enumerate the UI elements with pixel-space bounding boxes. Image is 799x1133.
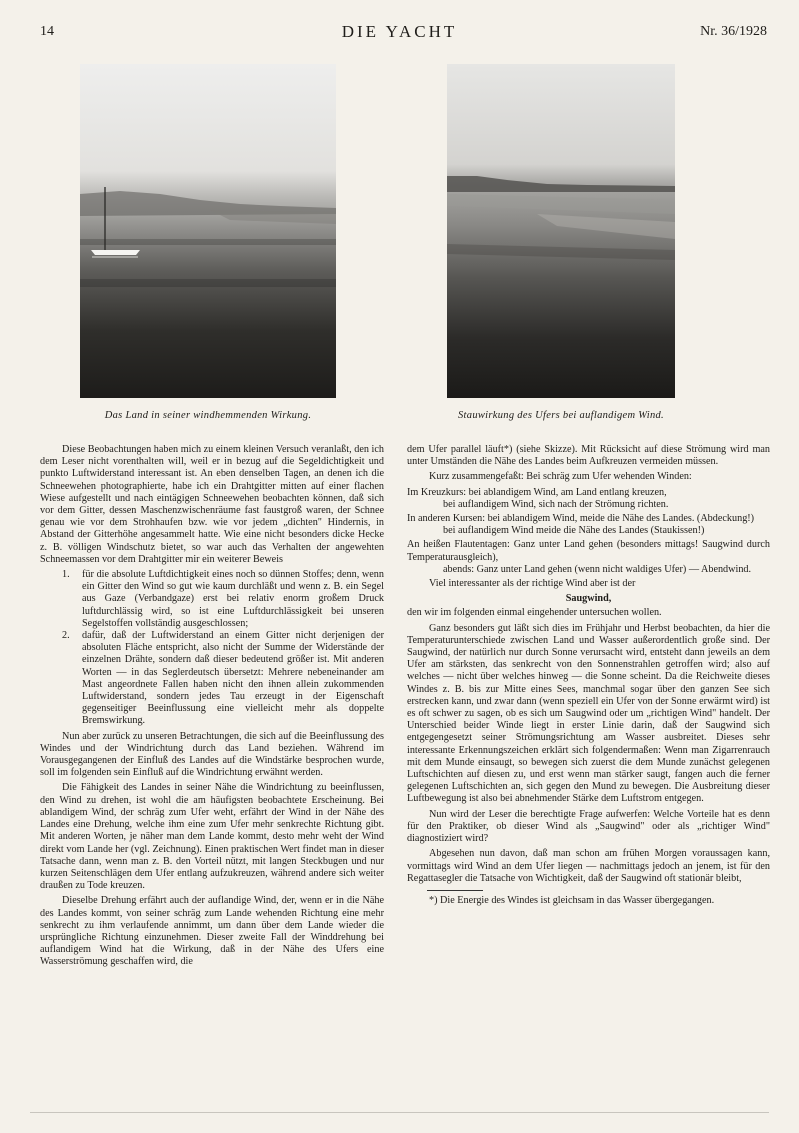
- issue-number: Nr. 36/1928: [700, 24, 767, 39]
- page-bottom-edge: [30, 1112, 769, 1113]
- photo-caption-left: Das Land in seiner windhemmenden Wirkung.: [104, 410, 312, 421]
- paragraph: Abgesehen nun davon, daß man schon am frühen Morgen voraussagen kann, vormittags wird Wind an dem Ufer liegen — nachmittags jedoch an jenem, ist für den Regattasegler die Tatsache von Wichtigkeit, daß der Saugwind oft stationär bleibt,: [407, 848, 770, 884]
- paragraph: Die Fähigkeit des Landes in seiner Nähe die Windrichtung zu beeinflussen, den Wind zu drehen, ist wohl die am häufigsten beobachtete Erscheinung. Bei ablandigem Wind, der schräg zum Ufer weht, erfährt der Wind in der Nähe des Landes eine Drehung, welche ihm eine zum Ufer mehr senkrechte Richtung gibt. Mit anderen Worten, je näher man dem Lande kommt, desto mehr weht der Wind direkt vom Lande her (vgl. Zeichnung). Einen praktischen Wert findet man in dieser Tatsache dann, wenn man z. B. den Vorteil nützt, mit langen Steckbugen und nur kurzen Seitenschlägen dem Ufer entlang aufzukreuzen, während andere sich weiter draußen zu Tode kreuzen.: [40, 782, 384, 892]
- list-text: dafür, daß der Luftwiderstand an einem Gitter nicht derjenigen der absoluten Fläche entspricht, also nicht der Summe der Widerstände der einzelnen Drähte, sondern daß dieser bedeutend größer ist. Mit anderen Worten — in das Seglerdeutsch übersetzt: Mehrere nebeneinander am Mast angeordnete Fallen haben nicht den ihnen allein zukommenden Luftwiderstand, sondern jedes Tau erzeugt in der Eigenschaft gegenseitiger Beeinflussung eine vielleicht mehr als doppelte Bremswirkung.: [82, 630, 384, 727]
- page-number: 14: [40, 24, 54, 39]
- photo-shoreline-waves: [447, 64, 675, 398]
- footnote-divider: [427, 890, 483, 891]
- list-number: 2.: [62, 630, 70, 642]
- paragraph: Nun wird der Leser die berechtigte Frage aufwerfen: Welche Vorteile hat es denn für den Praktiker, ob dieser Wind als „Saugwind" oder als „richtiger Wind" diagnostiziert wird?: [407, 808, 770, 845]
- paragraph: Diese Beobachtungen haben mich zu einem kleinen Versuch veranlaßt, den ich dem Leser nicht vorenthalten will, weil er in bezug auf die Segeldichtigkeit und punkto Luftwiderstand interessant ist. An eben denselben Tagen, an denen ich die Schneewehen photographierte, habe ich ein Drahtgitter mitten auf einer flachen Wiese aufgestellt und nach eintägigen Schneewehen beobachten können, daß sich vor dem Gitter, dessen Maschenzwischenräume fast faustgroß waren, der Schnee genau wie vor dem Strohhaufen bzw. wie vor jedem „dichten" Hindernis, in Abstand der Gitterhöhe angesammelt hatte. Wie eine nicht besonders dicke Hecke z. B. völligen Windschutz bietet, so war auch das Verhalten der angewehten Schneemassen vor dem Drahtgitter mir ein weiterer Beweis: [40, 444, 384, 565]
- paragraph: Nun aber zurück zu unseren Betrachtungen, die sich auf die Beeinflussung des Windes und der Windrichtung durch das Land beziehen. Während im Vorausgegangenen der Einfluß des Landes auf die Windstärke besprochen wurde, soll im folgenden sein Einfluß auf die Windrichtung erwähnt werden.: [40, 730, 384, 779]
- paragraph: den wir im folgenden einmal eingehender untersuchen wollen.: [407, 607, 662, 619]
- section-heading: Saugwind,: [565, 593, 612, 605]
- list-text: für die absolute Luftdichtigkeit eines noch so dünnen Stoffes; denn, wenn ein Gitter den Wind so gut wie kaum durchläßt und wenn z. B. ein Segel aus Gaze (Verbandgaze) erst bei relativ enorm großem Druck luftdurchlässig wird, so ist eine Luftdurchlässigkeit bei unseren Segelstoffen vollständig ausgeschlossen;: [82, 569, 384, 629]
- rule-line: bei auflandigem Wind meide die Nähe des Landes (Staukissen!): [443, 525, 705, 537]
- summary-rule: [407, 539, 770, 576]
- left-text-column: [40, 444, 384, 972]
- right-text-column: [407, 444, 770, 910]
- list-number: 1.: [62, 569, 70, 581]
- rule-line: An heißen Flautentagen: Ganz unter Land gehen (besonders mittags! Saugwind durch Temperaturausgleich),: [407, 539, 770, 563]
- page-header: [0, 22, 799, 42]
- summary-rule: [407, 513, 770, 537]
- paragraph: Ganz besonders gut läßt sich dies im Frühjahr und Herbst beobachten, da hier die Temperaturunterschiede zwischen Land und Wasser außerordentlich große sind. Der Saugwind, der natürlich nur durch Sonne verursacht wird, entsteht dann jeweils an dem Ufer am stärksten, das senkrecht von den Sonnenstrahlen getroffen wird; also auf welches — nicht über welches hinweg — die Sonne scheint. Da die Reichweite dieses Windes z. B. bis zur Mitte eines Sees, manchmal sogar über den ganzen See sich erstrecken kann, und zwar dann (wenn speziell ein Ufer von der Sonne erwärmt wird) ist es oft schwer zu sagen, ob es sich um Saugwind oder um „richtigen Wind" handelt. Der Unterschied beider Winde liegt in erster Linie darin, daß der Saugwind sich entgegengesetzt seiner Strömungsrichtung am Wasser ausbreitet. Dieses sehr interessante Erkennungszeichen erklärt sich folgendermaßen: Wenn man Zigarrenrauch mit dem Munde einsaugt, so bewegen sich zuerst die dem Munde zunächst gelegenen Luftschichten auf diesen zu, und erst wenn man stärker saugt, fangen auch die ferner gelegenen Luftschichten an, sich gegen den Mund zu bewegen. Die Ausbreitung dieser Luftbewegung ist also bei abnehmender Stärke dem Luftstrom entgegen.: [407, 622, 770, 805]
- list-item: [40, 630, 384, 728]
- paragraph: Viel interessanter als der richtige Wind aber ist der: [429, 578, 636, 590]
- summary-rule: [407, 487, 770, 511]
- footnote: *) Die Energie des Windes ist gleichsam in das Wasser übergegangen.: [429, 894, 715, 906]
- rule-line: bei auflandigem Wind, sich nach der Strömung richten.: [443, 498, 669, 510]
- photo-caption-right: Stauwirkung des Ufers bei auflandigem Wind.: [458, 410, 664, 421]
- rule-line: abends: Ganz unter Land gehen (wenn nicht waldiges Ufer) — Abendwind.: [443, 563, 752, 575]
- list-item: [40, 569, 384, 630]
- photo-sailboat-lake: [80, 64, 336, 398]
- numbered-list: [40, 569, 384, 728]
- paragraph: Dieselbe Drehung erfährt auch der auflandige Wind, der, wenn er in die Nähe des Landes kommt, von seiner schräg zum Lande wehenden Richtung eine mehr senkrecht zu ihm verlaufende annimmt, um dann über dem Lande wieder die ursprüngliche Richtung einzunehmen. Dieser zweite Fall der Winddrehung bei auflandigem Wind hat die Wirkung, daß in der Nähe des Ufers eine Wasserströmung geschaffen wird, die: [40, 895, 384, 968]
- rule-line: Im Kreuzkurs: bei ablandigem Wind, am Land entlang kreuzen,: [407, 486, 667, 498]
- rule-line: In anderen Kursen: bei ablandigem Wind, meide die Nähe des Landes. (Abdeckung!): [407, 513, 755, 525]
- magazine-title: DIE YACHT: [341, 22, 458, 41]
- paragraph: dem Ufer parallel läuft*) (siehe Skizze). Mit Rücksicht auf diese Strömung wird man unter Umständen die Nähe des Landes beim Aufkreuzen vermeiden müssen.: [407, 444, 770, 468]
- paragraph: Kurz zusammengefaßt: Bei schräg zum Ufer wehenden Winden:: [429, 471, 692, 483]
